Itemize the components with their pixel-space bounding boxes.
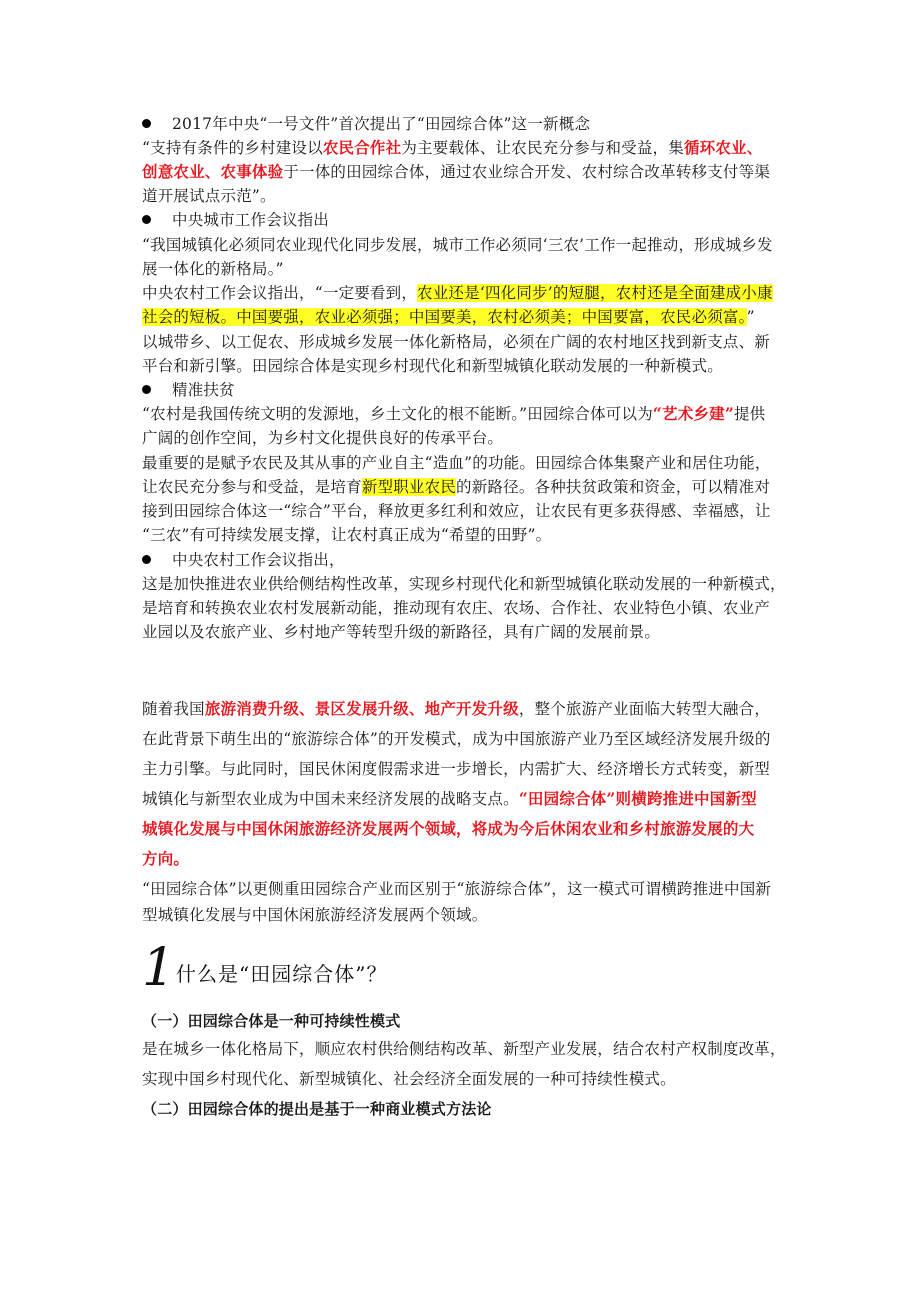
paragraph-line: “三农”有可持续发展支撑，让农村真正成为“希望的田野”。: [142, 526, 552, 544]
emphasis-text: 旅游消费升级、景区发展升级、地产开发升级: [204, 699, 519, 718]
paragraph-line: 城镇化与新型农业成为中国未来经济发展的战略支点。“田园综合体”则横跨推进中国新型: [142, 789, 757, 808]
section-number: 1: [142, 938, 176, 998]
paragraph-line: 社会的短板。中国要强，农业必须强；中国要美，农村必须美；中国要富，农民必须富。”: [142, 308, 755, 326]
paragraph-line: “农村是我国传统文明的发源地，乡土文化的根不能断。”田园综合体可以为“艺术乡建”提供: [142, 404, 766, 423]
paragraph-line-emphasis: 城镇化发展与中国休闲旅游经济发展两个领域，将成为今后休闲农业和乡村旅游发展的大: [142, 819, 755, 838]
emphasis-text: “艺术乡建”: [652, 404, 734, 423]
paragraph-line: 最重要的是赋予农民及其从事的产业自主“造血”的功能。田园综合体集聚产业和居住功能，: [142, 454, 771, 472]
paragraph-line: 展一体化的新格局。”: [142, 260, 284, 278]
highlighted-text: 新型职业农民: [361, 478, 457, 496]
paragraph-line: 实现中国乡村现代化、新型城镇化、社会经济全面发展的一种可持续性模式。: [142, 1070, 676, 1088]
paragraph-line: 随着我国旅游消费升级、景区发展升级、地产开发升级，整个旅游产业面临大转型大融合，: [142, 699, 771, 718]
paragraph-line: 平台和新引擎。田园综合体是实现乡村现代化和新型城镇化联动发展的一种新模式。: [142, 357, 723, 375]
paragraph-line: 业园以及农旅产业、乡村地产等转型升级的新路径，具有广阔的发展前景。: [142, 623, 661, 641]
paragraph-line: 型城镇化发展与中国休闲旅游经济发展两个领域。: [142, 906, 488, 924]
subheading: （二）田园综合体的提出是基于一种商业模式方法论: [142, 1100, 492, 1118]
emphasis-text: 循环农业、: [683, 138, 763, 157]
paragraph-line: 在此背景下萌生出的“旅游综合体”的开发模式，成为中国旅游产业乃至区域经济发展升级的: [142, 730, 771, 748]
paragraph-line: 这是加快推进农业供给侧结构性改革，实现乡村现代化和新型城镇化联动发展的一种新模式，: [142, 575, 786, 593]
paragraph-line: 中央农村工作会议指出，“一定要看到，农业还是‘四化同步’的短腿，农村还是全面建成小康: [142, 284, 773, 302]
paragraph-line: 接到田园综合体这一“综合”平台，释放更多红利和效应，让农民有更多获得感、幸福感，让: [142, 502, 771, 520]
paragraph-line: 让农民充分参与和受益，是培育新型职业农民的新路径。各种扶贫政策和资金，可以精准对: [142, 478, 771, 496]
paragraph-line: 以城带乡、以工促农、形成城乡发展一体化新格局，必须在广阔的农村地区找到新支点、新: [142, 333, 771, 351]
bullet-icon: [142, 385, 151, 394]
paragraph-line: 是培育和转换农业农村发展新动能，推动现有农庄、农场、合作社、农业特色小镇、农业产: [142, 599, 771, 617]
paragraph-line: 主力引擎。与此同时，国民休闲度假需求进一步增长，内需扩大、经济增长方式转变，新型: [142, 760, 771, 778]
paragraph-line: 是在城乡一体化格局下，顺应农村供给侧结构改革、新型产业发展，结合农村产权制度改革，: [142, 1040, 786, 1058]
paragraph-line: 道开展试点示范”。: [142, 187, 276, 205]
section-heading: 什么是“田园综合体”？: [176, 962, 388, 986]
paragraph-line-emphasis: 方向。: [142, 849, 190, 868]
bullet-icon: [142, 555, 151, 564]
subheading: （一）田园综合体是一种可持续性模式: [142, 1012, 401, 1030]
paragraph-line: 创意农业、农事体验于一体的田园综合体，通过农业综合开发、农村综合改革转移支付等渠: [142, 162, 771, 181]
emphasis-text: “田园综合体”则横跨推进中国新型: [518, 789, 757, 808]
bullet-item: 中央农村工作会议指出，: [172, 551, 345, 569]
paragraph-line: “田园综合体”以更侧重田园综合产业而区别于“旅游综合体”，这一模式可谓横跨推进中国新: [142, 880, 772, 898]
highlighted-text: 社会的短板。中国要强，农业必须强；中国要美，农村必须美；中国要富，农民必须富。: [142, 308, 747, 326]
bullet-item: 中央城市工作会议指出: [172, 211, 330, 229]
bullet-icon: [142, 215, 151, 224]
bullet-item: 2017年中央“一号文件”首次提出了“田园综合体”这一新概念: [172, 115, 591, 133]
bullet-item: 精准扶贫: [172, 381, 235, 399]
highlighted-text: 农业还是‘四化同步’的短腿，农村还是全面建成小康: [417, 284, 773, 302]
paragraph-line: “我国城镇化必须同农业现代化同步发展，城市工作必须同‘三农’工作一起推动，形成城乡发: [142, 236, 773, 254]
paragraph-line: 广阔的创作空间，为乡村文化提供良好的传承平台。: [142, 429, 504, 447]
bullet-icon: [142, 119, 151, 128]
emphasis-text: 农民合作社: [322, 138, 402, 157]
emphasis-text: 创意农业、农事体验: [142, 162, 284, 181]
paragraph-line: “支持有条件的乡村建设以农民合作社为主要载体、让农民充分参与和受益，集循环农业、: [142, 138, 763, 157]
